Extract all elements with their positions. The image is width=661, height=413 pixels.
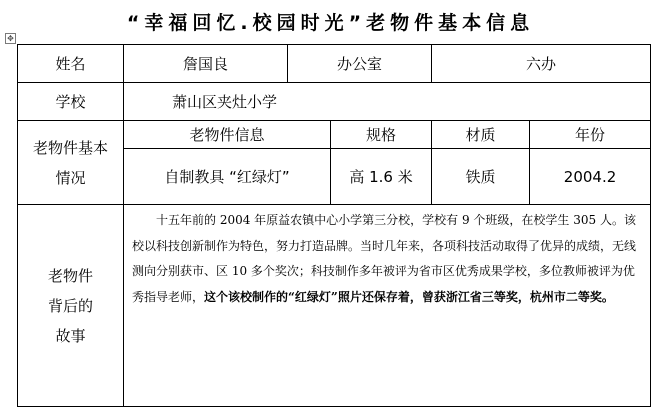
school-label: 学校: [18, 83, 124, 121]
info-table: [17, 44, 651, 407]
office-label: 办公室: [288, 45, 432, 83]
story-text-bold: 这个该校制作的“红绿灯”照片还保存着，曾获浙江省三等奖，杭州市二等奖。: [204, 289, 614, 304]
story-label-line3: 故事: [55, 326, 86, 345]
info-section-label-line2: 情况: [55, 168, 86, 187]
row-story: [18, 205, 651, 407]
story-text-normal: 十五年前的 2004 年原益农镇中心小学第三分校，学校有 9 个班级，在校学生 305 人。该校以科技创新制作为特色，努力打造品牌。当时几年来，各项科技活动取得了优异的成绩，无线测向分别获市、区 10 多个奖次；科技制作多年被评为省市区优秀成果学校，多位教师被评为优秀指导老师，: [132, 213, 637, 304]
header-material: 材质: [432, 121, 530, 149]
story-label-line2: 背后的: [47, 296, 93, 315]
value-info: 自制教具 “红绿灯”: [124, 149, 331, 205]
value-spec: 高 1.6 米: [331, 149, 432, 205]
page-title: “幸福回忆.校园时光”老物件基本信息: [126, 12, 535, 34]
header-year: 年份: [530, 121, 651, 149]
story-label: [18, 205, 124, 407]
office-value: 六办: [432, 45, 651, 83]
value-material: 铁质: [432, 149, 530, 205]
row-info-headers: [18, 121, 651, 149]
value-year: 2004.2: [530, 149, 651, 205]
name-value: 詹国良: [124, 45, 288, 83]
school-value: 萧山区夹灶小学: [124, 83, 651, 121]
name-label: 姓名: [18, 45, 124, 83]
table-move-handle-icon[interactable]: ✥: [5, 33, 16, 44]
header-info: 老物件信息: [124, 121, 331, 149]
story-label-line1: 老物件: [47, 266, 93, 285]
header-spec: 规格: [331, 121, 432, 149]
info-section-label: [18, 121, 124, 205]
info-section-label-line1: 老物件基本: [32, 138, 108, 157]
story-text: [124, 205, 651, 407]
row-school: [18, 83, 651, 121]
row-name-office: [18, 45, 651, 83]
